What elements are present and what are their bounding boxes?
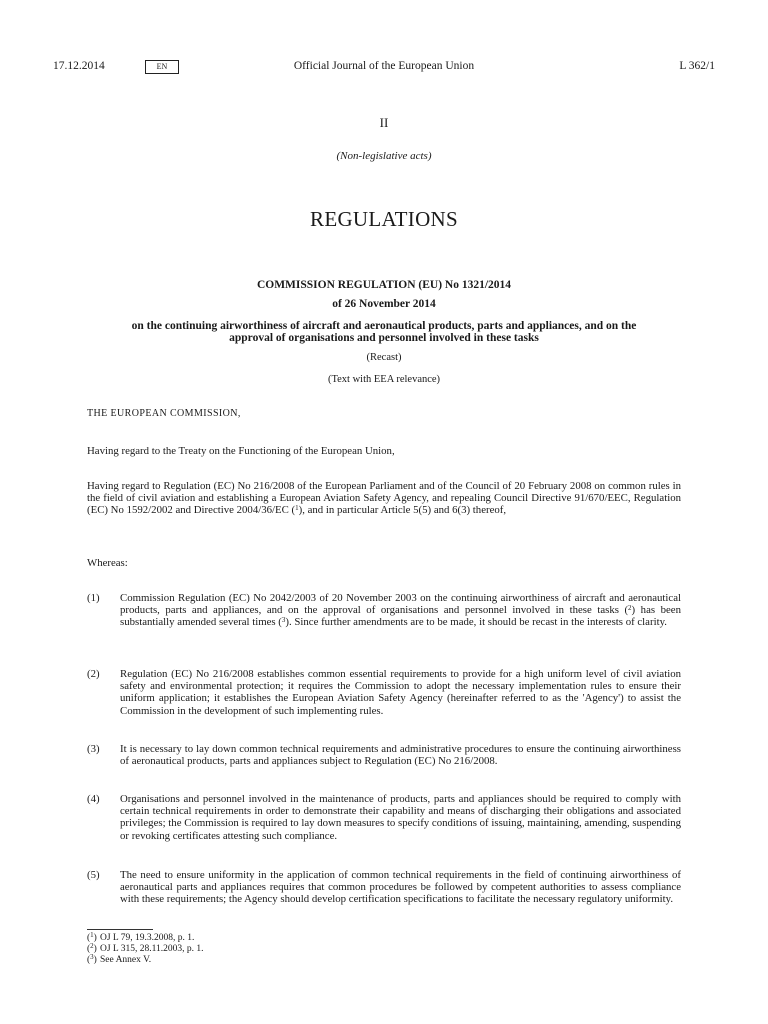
page-reference: L 362/1: [679, 60, 715, 72]
footnote-divider: [87, 929, 153, 930]
footnote-ref[interactable]: 2: [628, 604, 632, 613]
recital-number: (1): [87, 592, 100, 604]
recital-number: (2): [87, 668, 100, 680]
language-badge: EN: [145, 60, 179, 74]
recital-number: (4): [87, 793, 100, 805]
recital-text: It is necessary to lay down common technical requirements and administrative procedures to ensure the continuing airworthiness of aeronautical products, parts and appliances subject to Regulation (EC) No 216/2008.: [120, 743, 681, 768]
recast-label: (Recast): [366, 352, 402, 363]
regulation-citation: Having regard to Regulation (EC) No 216/2008 of the European Parliament and of the Council of 20 February 2008 on common rules in the field of civil aviation and establishing a European Aviation Safety Agency, and repealing Council Directive 91/670/EEC, Regulation (EC) No 1592/2002 and Directive 2004/36/EC ($^1$), and in particular Article 5(5) and 6(3) thereof,: [87, 480, 681, 517]
footnote-ref[interactable]: 1: [295, 504, 299, 513]
section-heading: REGULATIONS: [310, 207, 458, 231]
footnotes: [87, 933, 204, 966]
footnote-ref[interactable]: 3: [281, 616, 286, 625]
commission-heading: THE EUROPEAN COMMISSION,: [87, 408, 241, 419]
recital-number: (3): [87, 743, 100, 755]
footnote: ($^2$) OJ L 315, 28.11.2003, p. 1.: [87, 942, 204, 954]
recital-text: Organisations and personnel involved in the maintenance of products, parts and appliances should be required to comply with certain technical requirements in order to demonstrate their capability and means of discharging their obligations and associated privileges; the Commission is required to lay down measures to specify conditions of issuing, maintaining, amending, suspending or revoking certificates attesting such compliance.: [120, 793, 681, 842]
journal-title: Official Journal of the European Union: [293, 60, 475, 72]
eea-relevance: (Text with EEA relevance): [327, 374, 441, 385]
treaty-citation: Having regard to the Treaty on the Functioning of the European Union,: [87, 445, 395, 457]
part-number: II: [379, 115, 389, 130]
footnote: ($^3$) See Annex V.: [87, 953, 152, 965]
recital-text: The need to ensure uniformity in the application of common technical requirements in the field of continuing airworthiness of aeronautical parts and appliances requires that common procedures be followed by competent authorities to assess compliance with these requirements; the Agency should develop certification specifications to facilitate the necessary regulatory uniformity.: [120, 869, 681, 906]
recital-text: Regulation (EC) No 216/2008 establishes common essential requirements to provide for a high uniform level of civil aviation safety and environmental protection; it requires the Commission to adopt the necessary implementation rules to ensure their uniform application; it establishes the European Aviation Safety Agency (hereinafter referred to as the 'Agency') to assist the Commission in the development of such implementing rules.: [120, 668, 681, 717]
recital-text: Commission Regulation (EC) No 2042/2003 of 20 November 2003 on the continuing airworthiness of aircraft and aeronautical products, parts and appliances, and on the approval of organisations and personnel involved in these tasks ($^2$) has been substantially amended several times ($^3$). Since further amendments are to be made, it should be recast in the interests of clarity.: [120, 592, 681, 629]
journal-header: [53, 60, 715, 76]
regulation-title: COMMISSION REGULATION (EU) No 1321/2014: [256, 279, 512, 291]
regulation-subject: on the continuing airworthiness of aircraft and aeronautical products, parts and appliances, and on the approval of organisations and personnel involved in these tasks: [131, 320, 637, 344]
recital-number: (5): [87, 869, 100, 881]
publication-date: 17.12.2014: [53, 60, 105, 72]
non-legislative-label: (Non-legislative acts): [336, 150, 432, 162]
whereas-label: Whereas:: [87, 557, 128, 569]
regulation-date: of 26 November 2014: [332, 298, 436, 310]
footnote: ($^1$) OJ L 79, 19.3.2008, p. 1.: [87, 931, 195, 943]
